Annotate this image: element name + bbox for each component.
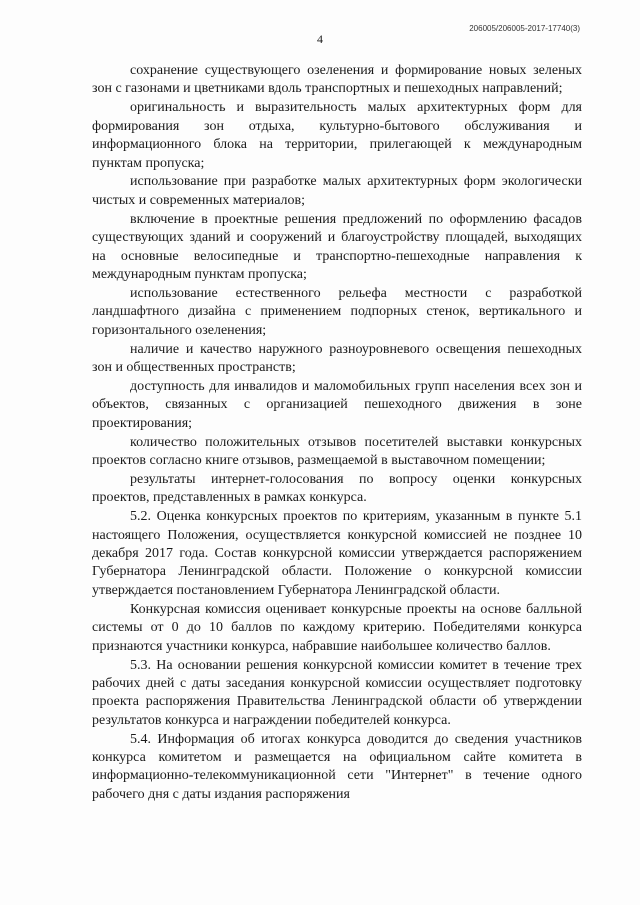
paragraph: доступность для инвалидов и маломобильных групп населения всех зон и объектов, связанных с организацией пешеходного движения в зоне проектирования; bbox=[92, 378, 582, 431]
paragraph: результаты интернет-голосования по вопросу оценки конкурсных проектов, представленных в рамках конкурса. bbox=[92, 471, 582, 506]
paragraph: количество положительных отзывов посетителей выставки конкурсных проектов согласно книге отзывов, размещаемой в выставочном помещении; bbox=[92, 434, 582, 469]
paragraph: 5.3. На основании решения конкурсной комиссии комитет в течение трех рабочих дней с даты заседания конкурсной комиссии осуществляет подготовку проекта распоряжения Правительства Ленинградской области об утверждении результатов конкурса и награждении победителей конкурса. bbox=[92, 657, 582, 728]
document-code: 206005/206005-2017-17740(3) bbox=[469, 24, 580, 33]
paragraph: использование естественного рельефа местности с разработкой ландшафтного дизайна с применением подпорных стенок, вертикального и горизонтального озеленения; bbox=[92, 285, 582, 338]
paragraph: 5.4. Информация об итогах конкурса доводится до сведения участников конкурса комитетом и размещается на официальном сайте комитета в информационно-телекоммуникационной сети "Интернет" в течение одного рабочего дня с даты издания распоряжения bbox=[92, 731, 582, 802]
page-number: 4 bbox=[317, 32, 323, 46]
paragraph: использование при разработке малых архитектурных форм экологически чистых и современных материалов; bbox=[92, 174, 582, 208]
paragraph: наличие и качество наружного разноуровневого освещения пешеходных зон и общественных пространств; bbox=[92, 341, 582, 375]
paragraph: оригинальность и выразительность малых архитектурных форм для формирования зон отдыха, культурно-бытового обслуживания и информационного блока на территории, прилегающей к международным пунктам пропуска; bbox=[92, 100, 582, 171]
paragraph: сохранение существующего озеленения и формирование новых зеленых зон с газонами и цветниками вдоль транспортных и пешеходных направлений; bbox=[92, 63, 582, 97]
document-body bbox=[92, 62, 582, 805]
paragraph: Конкурсная комиссия оценивает конкурсные проекты на основе балльной системы от 0 до 10 баллов по каждому критерию. Победителями конкурса признаются участники конкурса, набравшие наибольшее количество баллов. bbox=[92, 601, 582, 654]
paragraph: 5.2. Оценка конкурсных проектов по критериям, указанным в пункте 5.1 настоящего Положения, осуществляется конкурсной комиссией не позднее 10 декабря 2017 года. Состав конкурсной комиссии утверждается распоряжением Губернатора Ленинградской области. Положение о конкурсной комиссии утверждается постановлением Губернатора Ленинградской области. bbox=[92, 509, 582, 598]
paragraph: включение в проектные решения предложений по оформлению фасадов существующих зданий и сооружений и благоустройству площадей, выходящих на основные велосипедные и транспортно-пешеходные направления к международным пунктам пропуска; bbox=[92, 211, 582, 282]
